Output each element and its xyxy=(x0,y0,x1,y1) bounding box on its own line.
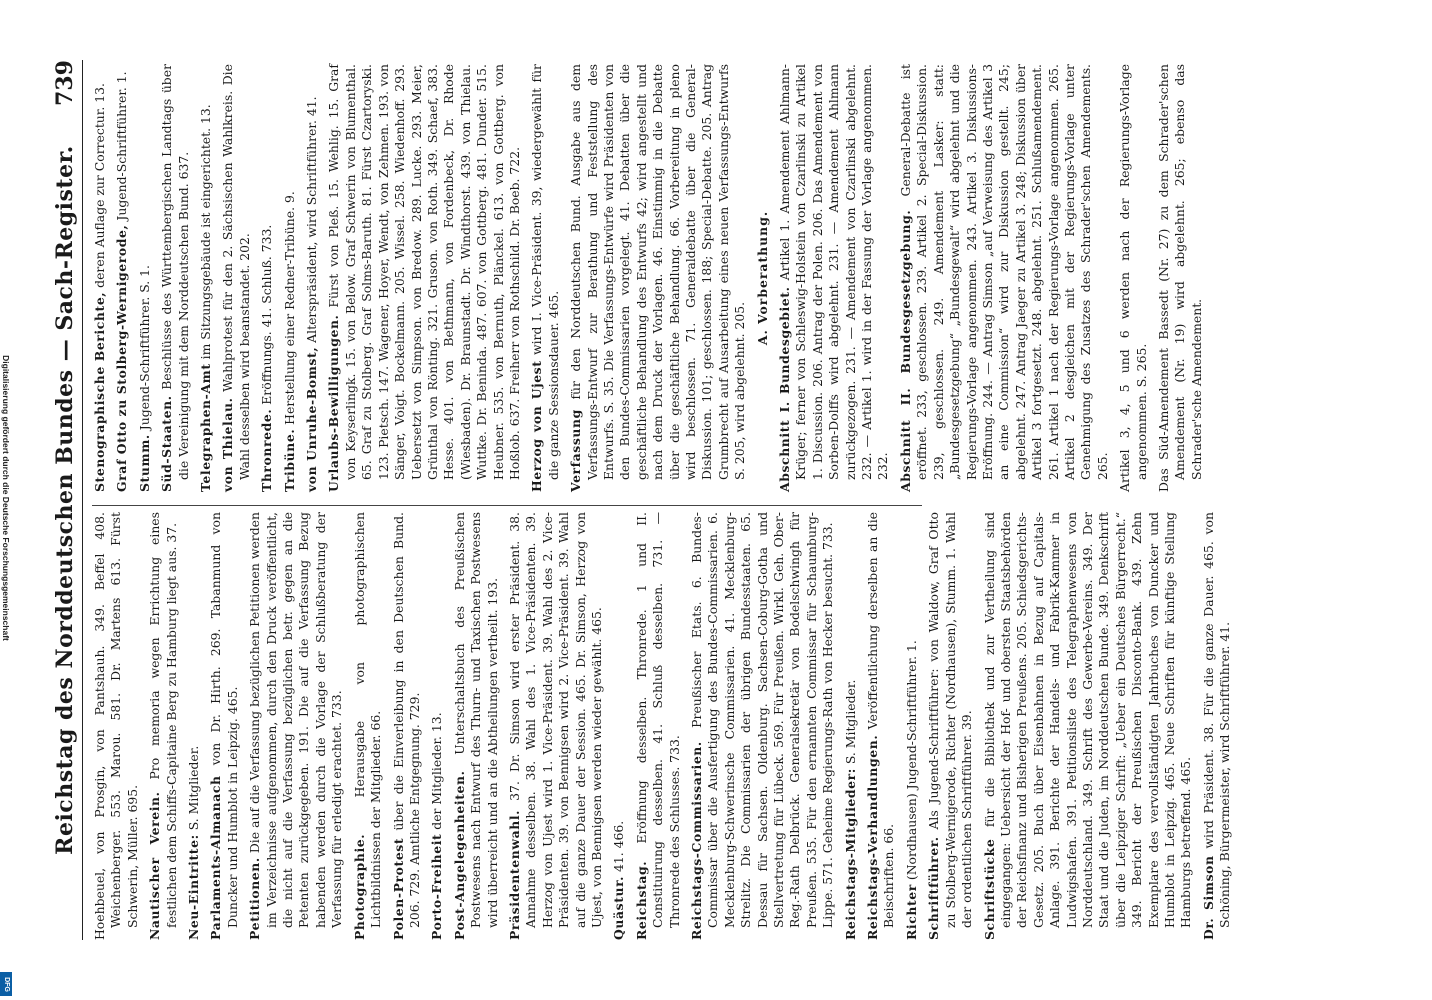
entry-text: Das Süd-Amendement Bassedt (Nr. 27) zu dem Schrader'schen Amendement (Nr. 19) wird abgelehnt. 265; ebenso das Schrader'sche Amendement. xyxy=(1155,64,1204,492)
entry-keyword: Post-Angelegenheiten. xyxy=(451,770,467,940)
index-entry xyxy=(843,512,859,940)
entry-keyword: Parlaments-Almanach xyxy=(208,775,224,940)
index-entry xyxy=(247,512,345,940)
page-title: Reichstag des Norddeutschen Bundes — Sach-Register. xyxy=(52,145,78,855)
entry-keyword: Photographie. xyxy=(351,833,367,940)
index-entry xyxy=(898,64,1111,492)
right-column xyxy=(92,64,1204,492)
index-entry xyxy=(1117,64,1150,492)
index-entry xyxy=(304,64,320,492)
entry-keyword: Nautischer Verein. xyxy=(147,791,163,940)
entry-keyword: Dr. Simson xyxy=(1200,855,1216,940)
entry-text: wird Präsident. 38. Für die ganze Dauer. 465. von Schöning, Bürgermeister, wird Schriftführer. 41. xyxy=(1200,512,1233,928)
entry-keyword: Urlaubs-Bewilligungen. xyxy=(326,314,342,492)
entry-text: Preußischer Etats. 6. Bundes-Commissar über die Ausfertigung des Bundes-Commissarien. 6. Mecklenburg-Schwerinsche Commissarien. 41. Mecklenburg-Strelitz. Die Commissarien der übrigen Bundesstaaten. 65. Dessau für Sachsen. Oldenburg. Sachsen-Coburg-Gotha und Stellvertretung für Lübeck. 569. Für Preußen. Wirkl. Geh. Ober-Reg.-Rath Delbrück. Generalsekretär von Bodelschwingh für Preußen. 535. Für den ernannten Commissar für Schaumburg-Lippe. 571. Geheime Regierungs-Rath von Hecker besucht. 733. xyxy=(689,512,836,928)
entry-text: Artikel 3, 4, 5 und 6 werden nach der Regierungs-Vorlage angenommen. S. 265. xyxy=(1117,64,1149,492)
index-entry xyxy=(326,64,523,492)
index-entry xyxy=(220,64,253,492)
index-entry xyxy=(529,64,562,492)
index-entry xyxy=(114,64,130,492)
entry-text: Eröffnungs. 41. Schluß. 733. xyxy=(259,224,275,405)
entry-text: Jugend-Schriftführer. 1. xyxy=(114,71,130,221)
index-entry xyxy=(1201,512,1234,940)
index-entry xyxy=(259,64,275,492)
entry-text: im Sitzungsgebäude ist eingerichtet. 13. xyxy=(198,104,214,360)
index-entry xyxy=(137,64,153,492)
entry-text: Beschlüsse des Württembergischen Landtags über die Vereinigung mit dem Norddeutschen Bund. 637. xyxy=(159,64,191,480)
index-entry xyxy=(429,512,445,940)
entry-keyword: Richter xyxy=(903,884,919,940)
entry-text: von Dr. Hirth. 269. Tabanmund von Duncker und Humblot in Leipzig. 465. xyxy=(208,512,240,928)
entry-keyword: von Thielau. xyxy=(220,397,236,492)
entry-text: Fürst von Pleß. 15. Wehlig. 15. Graf von Keyserlingk. 15. von Below. Graf Schwerin von Blumenthal. 65. Graf zu Stolberg. Graf Solms-Baruth. 81. Fürst Czartoryski. 123. Pietsch. 147. Wagener, Hoyer, Wendt, von Zehmen. 193. von Sänger, Voigt. Bockelmann. 205. Wissel. 258. Wiedenhoff. 293. Uebersetzt von Simpson. von Bredow. 289. Lucke. 293. Meier, Grünthal von Rönting. 321. Gruson. von Roth. 349. Schaef, 383. Hesse. 401. von Bethmann, von Fordenbeck, Dr. Rhode (Wiesbaden). Dr. Braunstadt. Dr. Windthorst. 439. von Thielau. Wuttke. Dr. Beninda. 487. 607. von Gottberg. 481. Dunder. 515. Heubner. 535. von Bernuth, Plänckel. 613. von Gottberg. von Hoßlob. 637. Freiherr von Rothschild. Dr. Boeb. 722. xyxy=(326,64,522,480)
entry-text: Jugend-Schriftführer. S. 1. xyxy=(136,265,152,431)
entry-text: Wahlprotest für den 2. Sächsischen Wahlkreis. Die Wahl desselben wird beanstandet. 202. xyxy=(220,64,252,480)
index-entry xyxy=(186,512,202,940)
entry-text: S. Mitglieder. xyxy=(186,745,202,831)
index-entry xyxy=(926,512,975,940)
entry-keyword: Reichstags-Commissarien. xyxy=(689,741,704,940)
index-entry xyxy=(208,512,241,940)
index-entry xyxy=(92,64,108,492)
index-entry xyxy=(982,512,1195,940)
index-entry xyxy=(611,512,627,940)
entry-text: über die Einverleibung in den Deutschen Bund. 206. 729. Amtliche Entgegnung. 729. xyxy=(390,512,422,928)
entry-text: Eröffnung desselben. Thronrede. 1 und II. Constituirung desselben. 41. Schluß desselben. 731. — Thronrede des Schlusses. 733. xyxy=(633,512,682,928)
entry-keyword: Verfassung xyxy=(568,409,584,492)
index-entry xyxy=(92,512,141,940)
entry-text: 37. Dr. Simson wird erster Präsident. 38. Annahme desselben. 38. Wahl des 1. Vice-Präsidenten. 39. Herzog von Ujest wird 1. Vice-Präsident. 39. Wahl des 2. Vice-Präsidenten. 39. von Bennigsen wird 2. Vice-Präsident. 39. Wahl auf die ganze Dauer der Session. 465. Dr. Simson, Herzog von Ujest, von Bennigsen werden wieder gewählt. 465. xyxy=(506,512,604,928)
index-entry xyxy=(865,512,898,940)
index-entry xyxy=(198,64,214,492)
index-entry xyxy=(904,512,920,940)
entry-text: Hoehbeuel, von Prosgin, von Pantshauh. 349. Beffel 408. Weichenberger. 553. Marou. 581. Dr. Martens 613. Fürst Schwerin, Müller. 695. xyxy=(92,512,140,940)
entry-text: Pro memoria wegen Errichtung eines festlichen dem Schiffs-Capitaine Berg zu Hamburg liegt aus. 37. xyxy=(147,512,179,928)
entry-keyword: Quästur. xyxy=(611,875,627,940)
entry-text: wird I. Vice-Präsident. 39, wiedergewählt für die ganze Sessionsdauer. 465. xyxy=(529,64,561,480)
index-entry xyxy=(452,512,501,940)
entry-text: Alterspräsident, wird Schriftführer. 41. xyxy=(304,96,320,343)
index-entry xyxy=(282,64,298,492)
entry-keyword: Stumm. xyxy=(136,434,152,492)
entry-keyword: Thronrede. xyxy=(259,408,275,492)
entry-keyword: Abschnitt II. Bundesgesetzgebung. xyxy=(897,209,913,492)
page-number: 739 xyxy=(52,60,78,106)
entry-keyword: Abschnitt I. Bundesgebiet. xyxy=(777,286,793,492)
entry-keyword: Neu-Eintritte: xyxy=(186,834,202,940)
digitization-credit: Digitalisierung gefördert durch die Deutsche Forschungsgemeinschaft xyxy=(1,355,11,641)
entry-keyword: Reichstags-Verhandlungen. xyxy=(865,734,881,940)
entry-keyword: Schriftführer. xyxy=(926,836,942,940)
entry-keyword: Reichstags-Mitglieder: xyxy=(842,768,858,940)
index-entry xyxy=(777,64,892,492)
dfg-logo: DFG xyxy=(0,972,12,996)
entry-text: für die Bibliothek und zur Vertheilung sind eingegangen: Uebersicht der Hof- und obersten Staatsbehörden der Reichsfinanz und Bisherigen Preußens. 205. Schiedsgerichts-Gesetz. 205. Buch über Eisenbahnen in Bezug auf Capitals-Anlage. 391. Berichte der Handels- und Fabrik-Kammer in Ludwigshafen. 391. Petitionsliste des Telegraphenwesens von Norddeutschland. 349. Schrift des Gewerbe-Vereins. 349. Der Staat und die Juden, im Norddeutschen Bunde. 349. Denkschrift über die Leipziger Schrift: „Ueber ein Deutsches Bürgerrecht.“ 349. Bericht der Preußischen Disconto-Bank. 439. Zehn Exemplare des vervollständigten Jahrbuches von Duncker und Humblot in Leipzig. 465. Neue Schriften für künftige Stellung Hamburgs betreffend. 465. xyxy=(981,512,1194,928)
entry-text: deren Auflage zur Correctur. 13. xyxy=(92,83,107,288)
entry-keyword: Petitionen. xyxy=(247,857,263,940)
entry-keyword: Polen-Protest xyxy=(390,837,406,940)
index-entry xyxy=(1156,64,1205,492)
entry-keyword: Tribüne. xyxy=(281,428,297,492)
entry-keyword: Schriftstücke xyxy=(981,838,997,940)
entry-text: Herstellung einer Redner-Tribüne. 9. xyxy=(281,191,297,425)
entry-keyword: von Unruhe-Bomst, xyxy=(304,346,320,492)
entry-text: S. Mitglieder. xyxy=(842,679,858,765)
entry-keyword: Porto-Freiheit xyxy=(429,833,445,940)
entry-text: Die auf die Verfassung bezüglichen Petitionen werden im Verzeichnisse aufgenommen, durch den Druck veröffentlicht, die nicht auf die Verfassung bezüglichen betr. gegen an die Petenten zurückgegeben. 191. Die auf die Verfassung Bezug habenden werden durch die Vorlage der Schlußberatung der Verfassung für erledigt erachtet. 733. xyxy=(247,512,345,928)
entry-text: (Nordhausen) Jugend-Schriftführer. 1. xyxy=(903,640,919,881)
entry-text: der Mitglieder. 13. xyxy=(429,712,445,830)
index-entry xyxy=(568,64,748,492)
index-entry xyxy=(689,512,837,940)
entry-keyword: Reichstag. xyxy=(633,860,649,940)
index-entry xyxy=(159,64,192,492)
index-entry xyxy=(507,512,605,940)
entry-keyword: Süd-Staaten. xyxy=(159,395,175,492)
entry-text: 41. 466. xyxy=(611,820,627,872)
index-entry xyxy=(634,512,683,940)
entry-text: Artikel 1. Amendement Ahlmann-Krüger; ferner von Schleswig-Holstein von Czarlinski zu Artikel 1. Discussion. 206. Antrag der Polen. 206. Das Amendement von Sorben-Dolffs wird abgelehnt. 231. — Amendement Ahlmann zurückgezogen. 231. — Amendement von Czarlinski abgelehnt. 232. — Artikel 1. wird in der Fassung der Vorlage angenommen. 232. xyxy=(777,64,891,480)
index-entry xyxy=(352,512,385,940)
column-divider xyxy=(92,505,922,506)
entry-keyword: Telegraphen-Amt xyxy=(198,363,214,492)
index-entry xyxy=(147,512,180,940)
left-column xyxy=(92,512,1233,940)
entry-keyword: Graf Otto zu Stolberg-Wernigerode, xyxy=(114,224,130,492)
entry-keyword: Herzog von Ujest xyxy=(529,360,545,492)
entry-text: Unterschaltsbuch des Preußischen Postwesens nach Entwurf des Thurn- und Taxischen Postwesens wird überreicht und an die Abtheilungen vertheilt. 193. xyxy=(451,512,500,928)
entry-text: für den Norddeutschen Bund. Ausgabe aus dem Verfassungs-Entwurf zur Berathung und Feststellung des Entwurfs. S. 35. Die Verfassungs-Entwürfe wird Präsidenten von den Bundes-Commissarien vorgelegt. 41. Debatten über die geschäftliche Behandlung des Entwurfs 42; wird angestellt und nach dem Druck der Vorlagen. 46. Einstimmig in die Debatte über die geschäftliche Behandlung. 66. Vorbereitung in pleno wird beschlossen. 71. Generaldebatte über die General-Diskussion. 101; geschlossen. 188; Special-Debatte. 205. Antrag Grumbrecht auf Ausarbeitung eines neuen Verfassungs-Entwurfs S. 205, wird abgelehnt. 205. xyxy=(568,64,748,480)
running-head xyxy=(48,60,83,940)
entry-text: Veröffentlichung derselben an die Beischriften. 66. xyxy=(865,512,897,928)
entry-text: General-Debatte ist eröffnet. 233, geschlossen. 239. Artikel 2. Special-Diskussion. 239, geschlossen. 249. Amendement Lasker: statt: „Bundesgesetzgebung“ „Bundesgewalt“ wird abgelehnt und die Regierungs-Vorlage angenommen. 243. Artikel 3. Diskussions-Eröffnung. 244. — Antrag Simson „auf Verweisung des Artikel 3 an eine Commission“ wird zur Diskussion gestellt. 245; abgelehnt. 247. Antrag Jaeger zu Artikel 3. 248; Diskussion über Artikel 3 fortgesetzt. 248. abgelehnt. 251. Schlußamendement. 261. Artikel 1 nach der Regierungs-Vorlage angenommen. 265. Artikel 2 desgleichen mit der Regierungs-Vorlage unter Genehmigung des Zusatzes des Schrader'schen Amendements. 265. xyxy=(897,64,1110,480)
entry-keyword: Stenographische Berichte, xyxy=(92,291,107,492)
entry-keyword: Präsidentenwahl. xyxy=(506,809,522,940)
section-heading: A. Vorberathung. xyxy=(754,210,770,346)
index-entry xyxy=(391,512,424,940)
entry-text: Herausgabe von photographischen Lichtbildnissen der Mitglieder. 66. xyxy=(351,512,384,928)
entry-text: Als Jugend-Schriftführer: von Waldow, Graf Otto zu Stolberg-Wernigerode, Richter (Nordhausen), Stumm. 1. Wahl der ordentlichen Schriftführer. 39. xyxy=(926,512,975,928)
